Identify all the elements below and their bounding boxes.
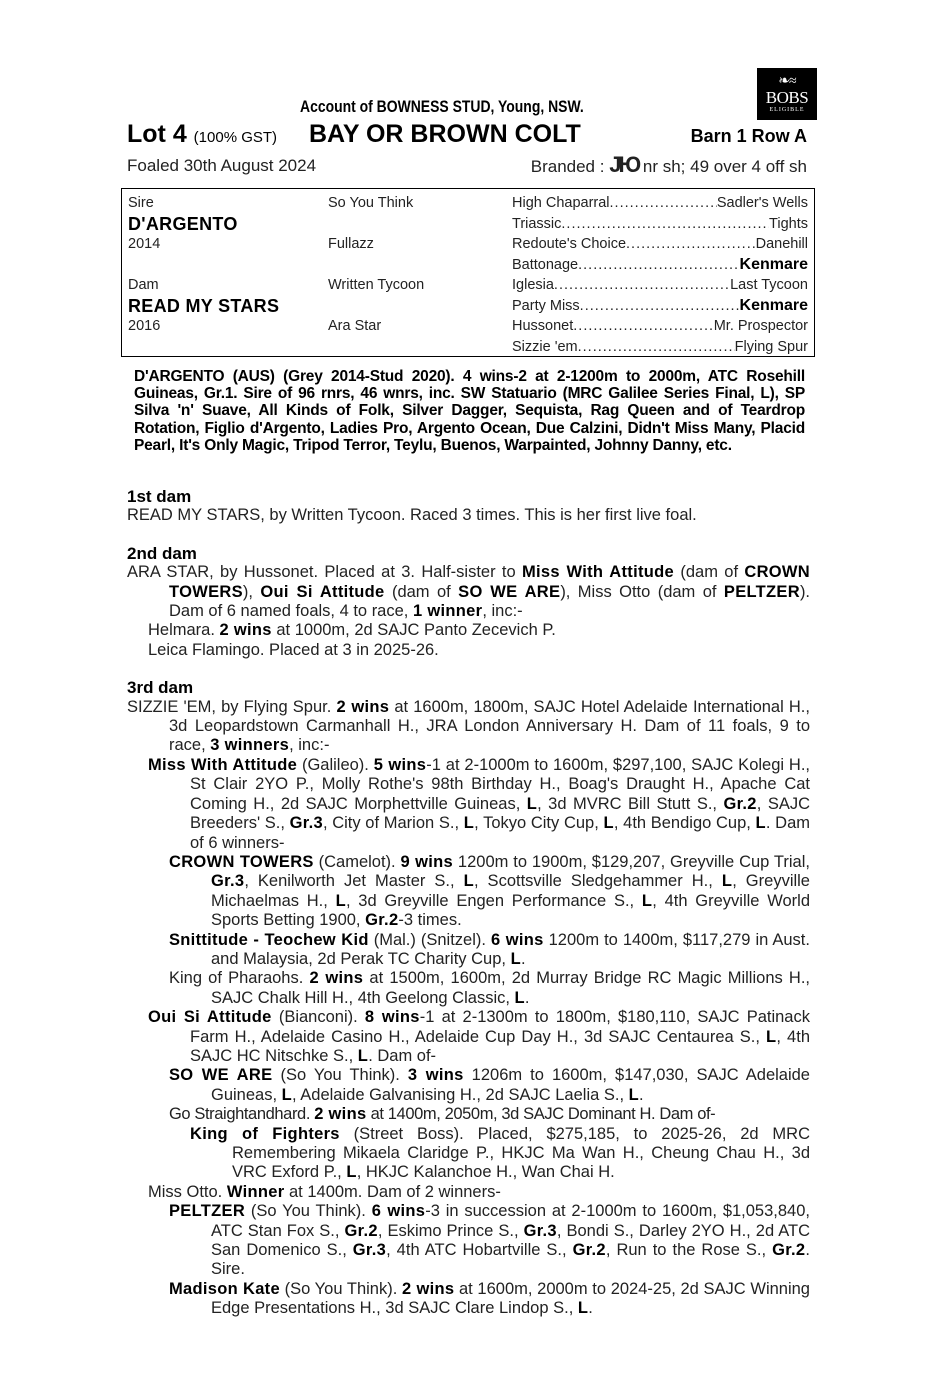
great-grandparent-row: High Chaparral ..... Sadler's Wells: [512, 193, 808, 214]
first-dam-heading: 1st dam: [127, 487, 192, 506]
great-grandparent-row: Hussonet ..... Mr. Prospector: [512, 316, 808, 337]
pedigree-parents: [128, 193, 323, 337]
brand-mark-icon: JЮ: [609, 152, 639, 177]
third-dam-heading: 3rd dam: [127, 678, 194, 698]
grandparent: Fullazz: [328, 236, 374, 252]
third-dam-text: SIZZIE 'EM, by Flying Spur. 2 wins at 1600m, 1800m, SAJC Hotel Adelaide International H., 3d Leopardstown Carmanhall H., JRA London Anniversary H. Dam of 11 foals, 9 to race, 3 winners, inc:-: [127, 697, 810, 755]
grandparent: So You Think: [328, 195, 414, 211]
dam-year: 2016: [128, 318, 161, 334]
pedigree-grandparents: [328, 193, 508, 337]
great-grandparent-row: Iglesia ..... Last Tycoon: [512, 275, 808, 296]
foaled-date: Foaled 30th August 2024: [127, 156, 317, 175]
progeny-entry: PELTZER (So You Think). 6 wins-3 in succession at 2-1000m to 1600m, $1,053,840, ATC Stan Fox S., Gr.2, Eskimo Prince S., Gr.3, Bondi S., Darley 2YO H., 2d ATC San Domenico S., Gr.3, 4th ATC Hobartville S., Gr.2, Run to the Rose S., Gr.2. Sire.: [169, 1202, 811, 1279]
lot-label: Lot 4: [127, 120, 187, 148]
barn-location: Barn 1 Row A: [690, 126, 807, 146]
first-dam-text: READ MY STARS, by Written Tycoon. Raced 3 times. This is her first live foal.: [127, 506, 697, 525]
great-grandparent-row: Party Miss ..... Kenmare: [512, 296, 808, 317]
gst-note: (100% GST): [193, 129, 278, 146]
grandparent: Written Tycoon: [328, 277, 425, 293]
lot-number: [127, 120, 277, 149]
lot-description: BAY OR BROWN COLT: [309, 120, 581, 148]
progeny-entry: King of Fighters (Street Boss). Placed, $275,185, to 2025-26, 2d MRC Remembering Mikaela Claridge P., HKJC Ma Wan H., Cheung Chau H., 3d VRC Exford P., L, HKJC Kalanchoe H., Wan Chai H.: [190, 1124, 811, 1182]
brand-detail: nr sh; 49 over 4 off sh: [642, 157, 807, 176]
progeny-entry: SO WE ARE (So You Think). 3 wins 1206m to 1600m, $147,030, SAJC Adelaide Guineas, L, Adelaide Galvanising H., 2d SAJC Laelia S., L.: [169, 1066, 810, 1104]
vendor-account: Account of BOWNESS STUD, Young, NSW.: [300, 97, 584, 116]
progeny-entry: Miss Otto. Winner at 1400m. Dam of 2 winners-: [148, 1182, 501, 1201]
sire-label: Sire: [128, 195, 154, 211]
second-dam-heading: 2nd dam: [127, 543, 197, 563]
progeny-entry: Go Straightandhard. 2 wins at 1400m, 2050m, 3d SAJC Dominant H. Dam of-: [169, 1105, 716, 1124]
dam-name: READ MY STARS: [128, 295, 280, 316]
second-dam-text: ARA STAR, by Hussonet. Placed at 3. Half-sister to Miss With Attitude (dam of CROWN TOWERS), Oui Si Attitude (dam of SO WE ARE), Miss Otto (dam of PELTZER). Dam of 6 named foals, 4 to race, 1 winner, inc:-: [127, 563, 811, 621]
catalogue-body: [127, 487, 810, 1319]
progeny-entry: Miss With Attitude (Galileo). 5 wins-1 at 2-1000m to 1600m, $297,100, SAJC Kolegi H., St Clair 2YO P., Molly Rothe's 98th Birthday H., Boag's Draught H., Apache Cat Coming H., 2d SAJC Morphettville Guineas, L, 3d MVRC Bill Stutt S., Gr.2, SAJC Breeders' S., Gr.3, City of Marion S., L, Tokyo City Cup, L, 4th Bendigo Cup, L. Dam of 6 winners-: [148, 755, 811, 852]
pedigree-great-grandparents: [512, 193, 808, 357]
sire-year: 2014: [128, 236, 161, 252]
pedigree-table: [121, 188, 815, 357]
bobs-eligible-logo: [757, 68, 817, 120]
great-grandparent-row: Sizzie 'em ..... Flying Spur: [512, 337, 808, 358]
great-grandparent-row: Battonage ..... Kenmare: [512, 255, 808, 276]
branded-label: Branded :: [530, 157, 605, 176]
great-grandparent-row: Triassic ..... Tights: [512, 214, 808, 235]
dam-label: Dam: [128, 277, 159, 293]
great-grandparent-row: Redoute's Choice ..... Danehill: [512, 234, 808, 255]
brand-info: [531, 152, 807, 178]
sire-summary: D'ARGENTO (AUS) (Grey 2014-Stud 2020). 4 wins-2 at 2-1200m to 2000m, ATC Rosehill Guineas, Gr.1. Sire of 96 rnrs, 46 wnrs, inc. SW Statuario (MRC Galilee Series Final, L), SP Silva 'n' Suave, All Kinds of Folk, Silver Dagger, Sequista, Rag Queen and of Teardrop Rotation, Figlio d'Argento, Ladies Pro, Argento Ocean, Due Calzini, Didn't Miss Many, Placid Pearl, It's Only Magic, Tripod Terror, Teylu, Buenos, Warpainted, Johnny Danny, etc.: [134, 368, 805, 454]
progeny-entry: CROWN TOWERS (Camelot). 9 wins 1200m to 1900m, $129,207, Greyville Cup Trial, Gr.3, Kenilworth Jet Master S., L, Scottsville Sledgehammer H., L, Greyville Michaelmas H., L, 3d Greyville Engen Performance S., L, 4th Greyville World Sports Betting 1900, Gr.2-3 times.: [169, 852, 810, 930]
foal-entry: Leica Flamingo. Placed at 3 in 2025-26.: [148, 640, 439, 659]
horse-head-icon: ❧≈: [778, 74, 796, 89]
progeny-entry: Snittitude - Teochew Kid (Mal.) (Snitzel). 6 wins 1200m to 1400m, $117,279 in Aust. and Malaysia, 2d Perak TC Charity Cup, L.: [169, 930, 810, 968]
logo-subtitle: ELIGIBLE: [769, 107, 805, 113]
progeny-entry: King of Pharaohs. 2 wins at 1500m, 1600m, 2d Murray Bridge RC Magic Millions H., SAJC Chalk Hill H., 4th Geelong Classic, L.: [169, 969, 810, 1007]
sire-name: D'ARGENTO: [128, 213, 238, 234]
progeny-entry: Oui Si Attitude (Bianconi). 8 wins-1 at 2-1300m to 1800m, $180,110, SAJC Patinack Farm H., Adelaide Casino H., Adelaide Cup Day H., 3d SAJC Centaurea S., L, 4th SAJC HC Nitschke S., L. Dam of-: [148, 1008, 810, 1065]
grandparent: Ara Star: [328, 318, 382, 334]
foal-entry: Helmara. 2 wins at 1000m, 2d SAJC Panto Zecevich P.: [148, 621, 556, 640]
progeny-entry: Madison Kate (So You Think). 2 wins at 1600m, 2000m to 2024-25, 2d SAJC Winning Edge Presentations H., 3d SAJC Clare Lindop S., L.: [169, 1279, 810, 1318]
lot-header: [127, 120, 810, 152]
logo-title: BOBS: [765, 88, 809, 107]
